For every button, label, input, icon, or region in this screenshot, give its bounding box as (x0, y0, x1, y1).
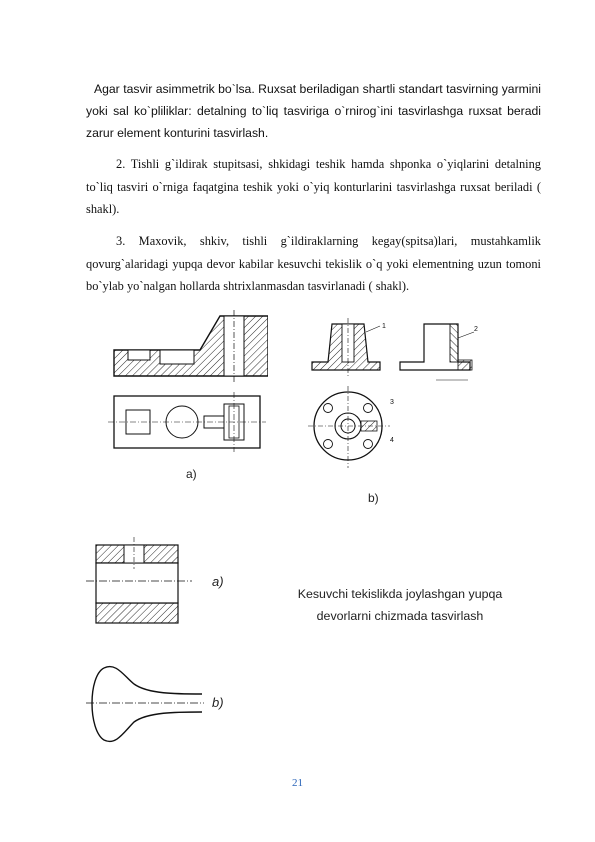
paragraph-3: 3. Maxovik, shkiv, tishli g`ildiraklarning kegay(spitsa)lari, mustahkamlik qovurg`alaridagi yupqa devor kabilar kesuvchi tekislik o`q yoki elementning uzun tomoni bo`ylab yo`nalgan hollarda shtrixlanmasdan tasvirlanadi ( shakl). (86, 234, 541, 293)
figure-label-a-top: a) (186, 467, 197, 481)
figure-top-right-drawing (308, 318, 500, 473)
figure-caption-line-1: Kesuvchi tekislikda joylashgan yupqa (297, 587, 503, 601)
mark-2: 2 (474, 326, 478, 333)
figure-bottom-b-drawing (86, 662, 206, 747)
figure-caption-line-2: devorlarni chizmada tasvirlash (316, 609, 484, 623)
figure-bottom-a-drawing (86, 535, 196, 640)
mark-3: 3 (390, 399, 394, 406)
paragraph-1: Agar tasvir asimmetrik bo`lsa. Ruxsat beriladigan shartli standart tasvirning yarmini yoki sal ko`pliliklar: detalning to`liq tasviriga o`rnirog`ini tasvirlashga ruxsat beradi zarur element konturini tasvirlash. (86, 82, 541, 140)
mark-1: 1 (382, 323, 386, 330)
figure-top-left-drawing (108, 308, 268, 458)
figure-label-b-bottom: b) (212, 695, 224, 710)
figure-label-b-top: b) (368, 491, 379, 505)
mark-4: 4 (390, 437, 394, 444)
figure-label-a-bottom: a) (212, 574, 224, 589)
paragraph-2: 2. Tishli g`ildirak stupitsasi, shkidagi teshik hamda shponka o`yiqlarini detalning to`liq tasviri o`rniga faqatgina teshik yoki o`yiq konturlarini tasvirlashga ruxsat beriladi ( shakl). (86, 157, 541, 216)
page-number: 21 (292, 777, 303, 789)
